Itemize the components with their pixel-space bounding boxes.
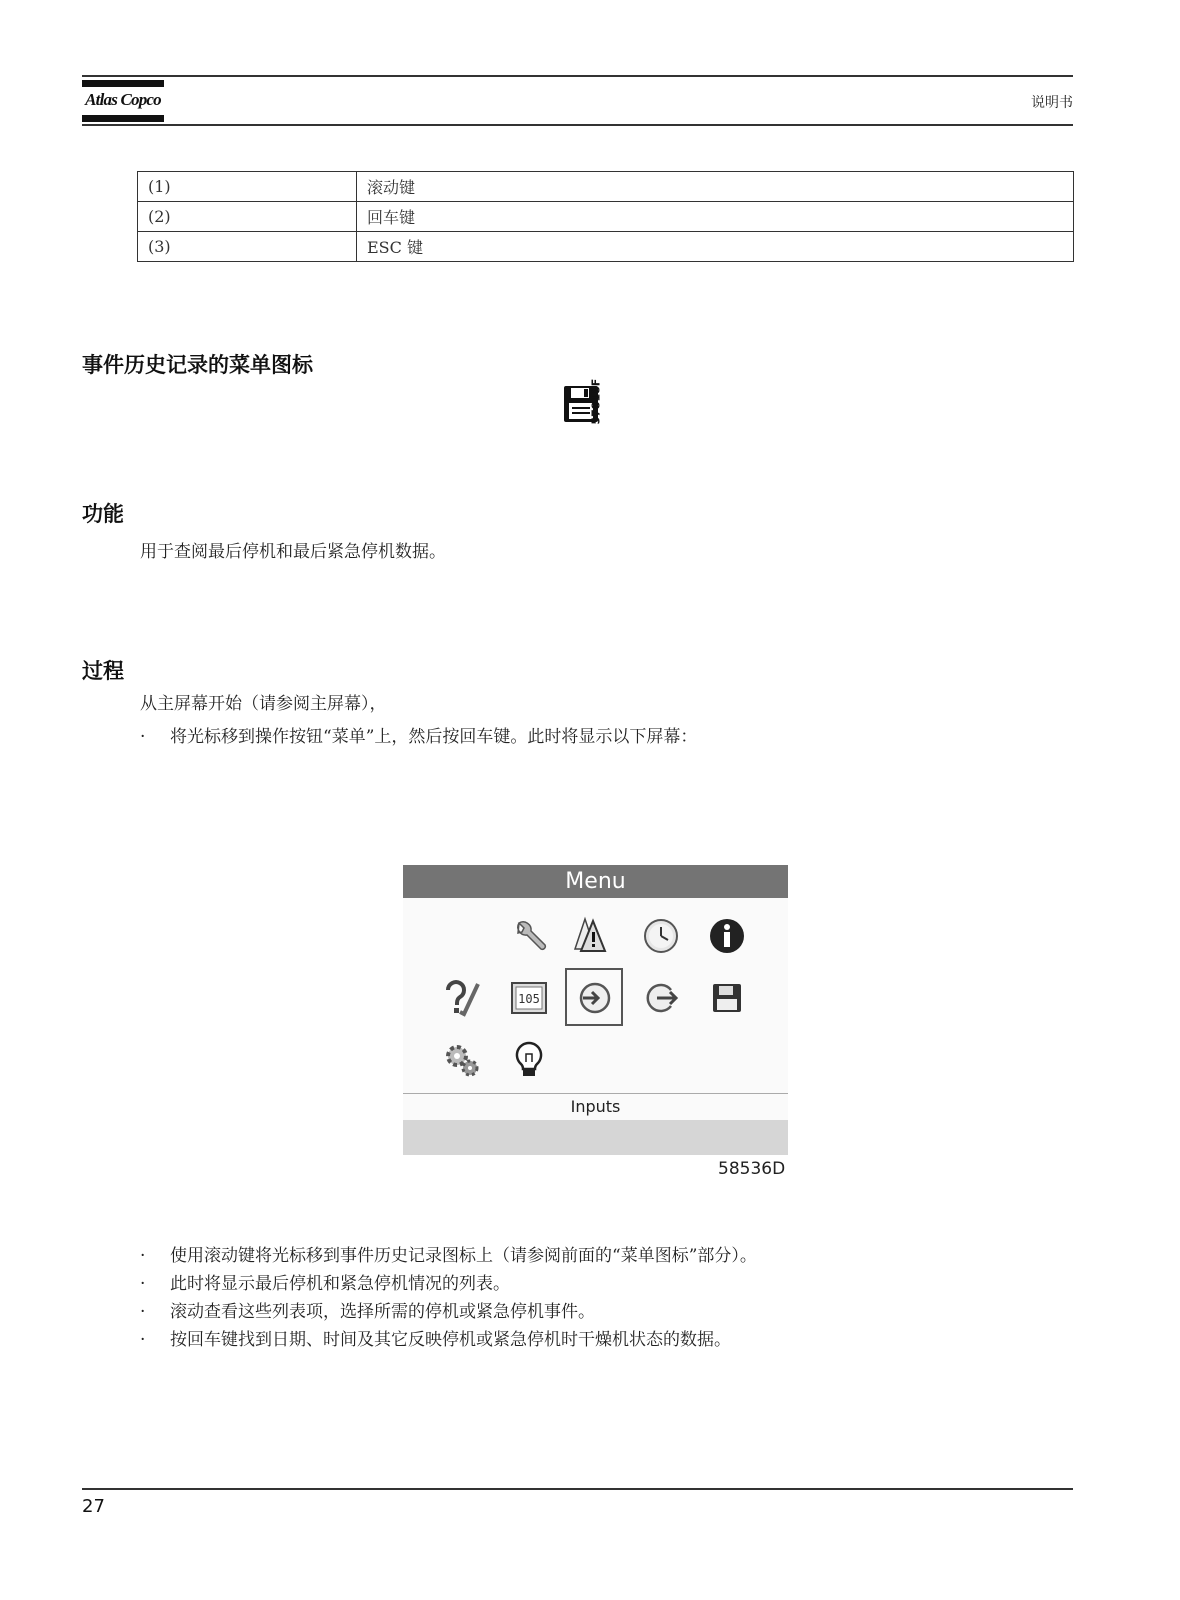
document-type-label: 说明书 bbox=[1031, 95, 1073, 111]
brand-logo bbox=[82, 80, 164, 122]
inputs-icon[interactable] bbox=[575, 978, 615, 1018]
bullet-dot: · bbox=[140, 727, 146, 747]
key-number: (3) bbox=[138, 232, 357, 262]
bullet-dot: · bbox=[140, 1274, 146, 1294]
key-number: (1) bbox=[138, 172, 357, 202]
key-number: (2) bbox=[138, 202, 357, 232]
page-number: 27 bbox=[82, 1496, 105, 1517]
table-row bbox=[138, 172, 1074, 202]
warning-icon[interactable] bbox=[573, 915, 613, 955]
bullet-dot: · bbox=[140, 1246, 146, 1266]
counter-readout: 105 bbox=[518, 992, 540, 1006]
header-top-rule bbox=[82, 75, 1073, 77]
counter-icon[interactable] bbox=[509, 978, 549, 1018]
list-item bbox=[140, 1297, 595, 1322]
wrench-icon[interactable] bbox=[509, 917, 549, 957]
screen-title: Menu bbox=[403, 865, 788, 898]
controller-menu-screen bbox=[403, 865, 788, 1155]
key-description: 滚动键 bbox=[357, 172, 1074, 202]
bulb-icon[interactable] bbox=[509, 1040, 549, 1080]
footer-rule bbox=[82, 1488, 1073, 1490]
screen-status-label: Inputs bbox=[570, 1097, 621, 1116]
list-item bbox=[140, 1241, 757, 1266]
logo-bottom-bar bbox=[82, 115, 164, 122]
outputs-icon[interactable] bbox=[641, 978, 681, 1018]
logo-wordmark: Atlas Copco bbox=[85, 90, 161, 109]
figure-code-58536D: 58536D bbox=[718, 1159, 786, 1179]
clock-icon[interactable] bbox=[641, 916, 681, 956]
key-description: 回车键 bbox=[357, 202, 1074, 232]
keys-table bbox=[137, 171, 1074, 262]
table-row bbox=[138, 232, 1074, 262]
step-text: 将光标移到操作按钮“菜单”上，然后按回车键。此时将显示以下屏幕： bbox=[170, 727, 698, 747]
step-text: 滚动查看这些列表项，选择所需的停机或紧急停机事件。 bbox=[170, 1302, 595, 1322]
function-text: 用于查阅最后停机和最后紧急停机数据。 bbox=[140, 542, 446, 562]
bullet-dot: · bbox=[140, 1330, 146, 1350]
procedure-intro: 从主屏幕开始（请参阅主屏幕）， bbox=[140, 694, 387, 714]
header-bottom-rule bbox=[82, 124, 1073, 126]
section-title-function: 功能 bbox=[82, 502, 124, 526]
settings-gears-icon[interactable] bbox=[442, 1040, 482, 1080]
list-item bbox=[140, 1325, 731, 1350]
section-title-menu-icon: 事件历史记录的菜单图标 bbox=[82, 353, 313, 377]
save-icon[interactable] bbox=[707, 978, 747, 1018]
list-item bbox=[140, 722, 697, 747]
info-icon[interactable] bbox=[707, 916, 747, 956]
step-text: 使用滚动键将光标移到事件历史记录图标上（请参阅前面的“菜单图标”部分）。 bbox=[170, 1246, 757, 1266]
screen-bottom-bar bbox=[403, 1120, 788, 1155]
bullet-dot: · bbox=[140, 1302, 146, 1322]
save-icon bbox=[563, 384, 613, 426]
figure-code-57818F: 57818F bbox=[589, 378, 603, 425]
step-text: 按回车键找到日期、时间及其它反映停机或紧急停机时干燥机状态的数据。 bbox=[170, 1330, 731, 1350]
key-description: ESC 键 bbox=[357, 232, 1074, 262]
logo-top-bar bbox=[82, 80, 164, 87]
table-row bbox=[138, 202, 1074, 232]
list-item bbox=[140, 1269, 510, 1294]
question-check-icon[interactable] bbox=[442, 978, 482, 1018]
section-title-procedure: 过程 bbox=[82, 659, 124, 683]
step-text: 此时将显示最后停机和紧急停机情况的列表。 bbox=[170, 1274, 510, 1294]
